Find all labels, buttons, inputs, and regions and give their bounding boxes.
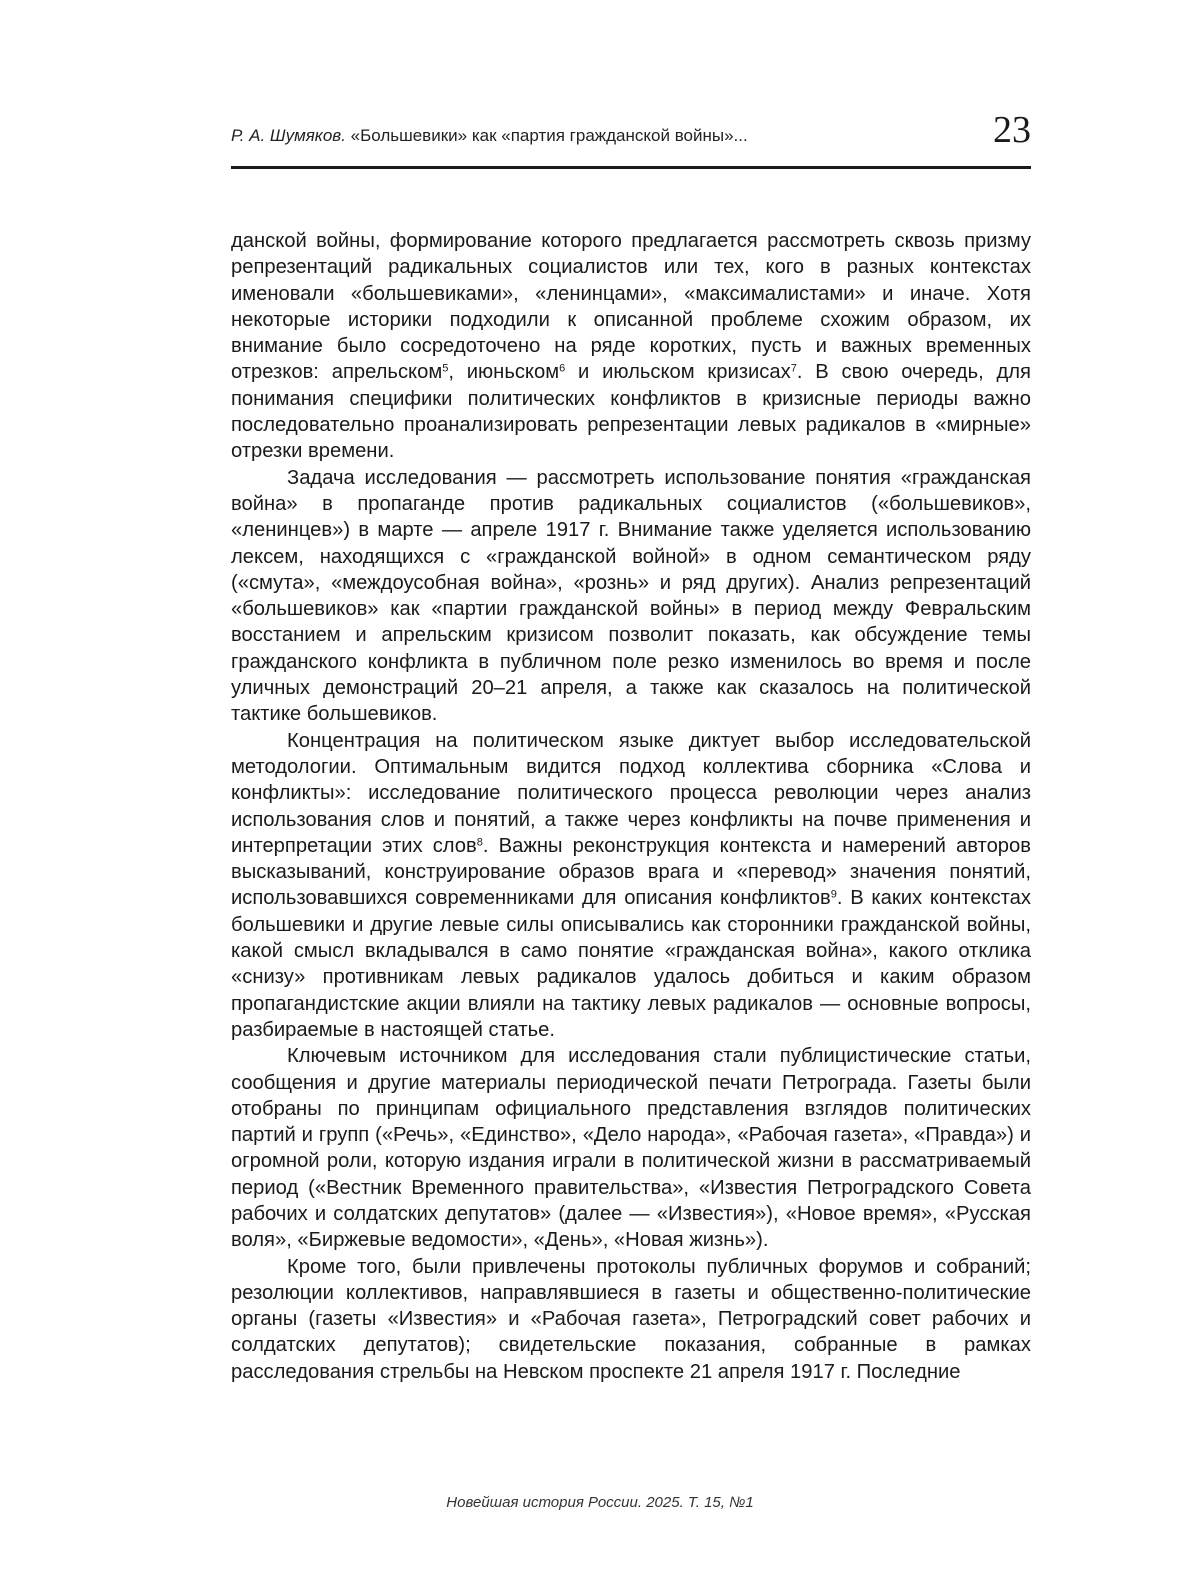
paragraph-1 bbox=[231, 228, 1031, 465]
journal-footer: Новейшая история России. 2025. Т. 15, №1 bbox=[446, 1494, 754, 1511]
paragraph-3-text-b: . Важны реконструкция контекста и намерений авторов высказываний, конструирование образов врага и «перевод» значения понятий, использовавшихся современниками для описания конфликтов bbox=[231, 834, 1031, 910]
paragraph-1-text-d: . В свою очередь, для понимания специфики политических конфликтов в кризисные периоды важно последовательно проанализировать репрезентации левых радикалов в «мирные» отрезки времени. bbox=[231, 361, 1031, 463]
footnote-ref-7: 7 bbox=[790, 362, 797, 375]
paragraph-4: Ключевым источником для исследования стали публицистические статьи, сообщения и другие материалы периодической печати Петрограда. Газеты были отобраны по принципам официального представления взглядов политических партий и групп («Речь», «Единство», «Дело народа», «Рабочая газета», «Правда») и огромной роли, которую издания играли в политической жизни в рассматриваемый период («Вестник Временного правительства», «Известия Петроградского Совета рабочих и солдатских депутатов» (далее — «Известия»), «Новое время», «Русская воля», «Биржевые ведомости», «День», «Новая жизнь»). bbox=[231, 1045, 1031, 1252]
footnote-ref-8: 8 bbox=[476, 836, 483, 849]
paragraph-1-text-a: данской войны, формирование которого предлагается рассмотреть сквозь призму репрезентаций радикальных социалистов или тех, кого в разных контекстах именовали «большевиками», «ленинцами», «максималистами» и иначе. Хотя некоторые историки подходили к описанной проблеме схожим образом, их внимание было сосредоточено на ряде коротких, пусть и важных временных отрезков: апрельском bbox=[231, 230, 1031, 384]
paragraph-3-text-c: . В каких контекстах большевики и другие левые силы описывались как сторонники гражданской войны, какой смысл вкладывался в само понятие «гражданская война», какого отклика «снизу» противникам левых радикалов удалось добиться и каким образом пропагандистские акции влияли на тактику левых радикалов — основные вопросы, разбираемые в настоящей статье. bbox=[231, 887, 1032, 1041]
header-divider bbox=[231, 166, 1031, 169]
header-article-title: «Большевики» как «партия гражданской войны»... bbox=[350, 126, 748, 145]
paragraph-3-text-a: Концентрация на политическом языке диктует выбор исследовательской методологии. Оптимальным видится подход коллектива сборника «Слова и конфликты»: исследование политического процесса революции через анализ использования слов и понятий, а также через конфликты на почве применения и интерпретации этих слов bbox=[231, 729, 1031, 857]
article-body bbox=[231, 228, 1031, 1385]
footnote-ref-6: 6 bbox=[559, 362, 566, 375]
running-header bbox=[231, 108, 1031, 156]
footnote-ref-9: 9 bbox=[830, 888, 837, 901]
page-number: 23 bbox=[993, 109, 1031, 151]
paragraph-3 bbox=[231, 728, 1031, 1044]
footnote-ref-5: 5 bbox=[442, 362, 449, 375]
header-author: Р. А. Шумяков. bbox=[231, 126, 346, 145]
paragraph-5: Кроме того, были привлечены протоколы публичных форумов и собраний; резолюции коллективов, направлявшиеся в газеты и общественно-политические органы (газеты «Известия» и «Рабочая газета», Петроградский совет рабочих и солдатских депутатов); свидетельские показания, собранные в рамках расследования стрельбы на Невском проспекте 21 апреля 1917 г. Последние bbox=[231, 1255, 1031, 1383]
paragraph-2: Задача исследования — рассмотреть использование понятия «гражданская война» в пропаганде против радикальных социалистов («большевиков», «ленинцев») в марте — апреле 1917 г. Внимание также уделяется использованию лексем, находящихся с «гражданской войной» в одном семантическом ряду («смута», «междоусобная война», «рознь» и ряд других). Анализ репрезентаций «большевиков» как «партии гражданской войны» в период между Февральским восстанием и апрельским кризисом позволит показать, как обсуждение темы гражданского конфликта в публичном поле резко изменилось во время и после уличных демонстраций 20–21 апреля, а также как сказалось на политической тактике большевиков. bbox=[231, 466, 1031, 726]
paragraph-1-text-c: и июльском кризисах bbox=[565, 361, 791, 384]
paragraph-1-text-b: , июньском bbox=[448, 361, 560, 384]
running-title bbox=[231, 126, 748, 146]
